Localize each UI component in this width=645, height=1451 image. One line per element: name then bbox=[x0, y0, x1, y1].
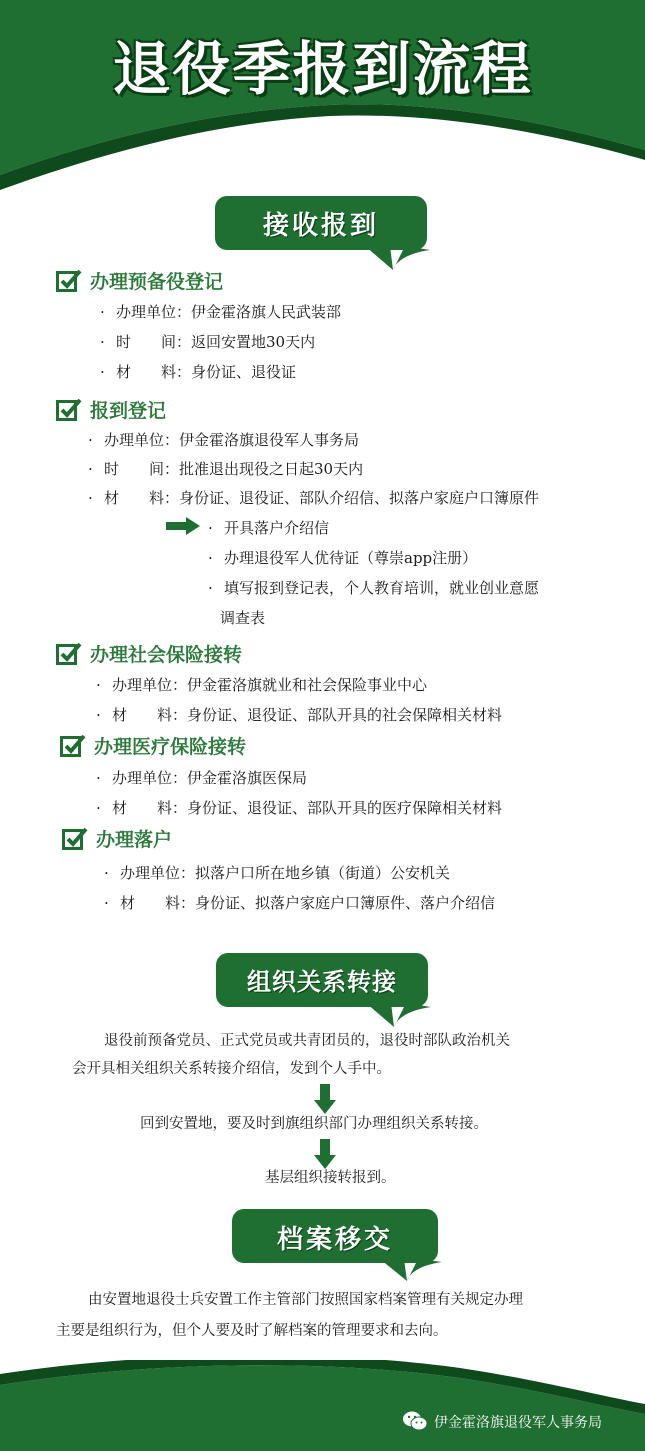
list-item: · 办理单位：伊金霍洛旗人民武装部 bbox=[100, 303, 342, 321]
sub-list-item: · 填写报到登记表，个人教育培训，就业创业意愿 bbox=[208, 579, 540, 597]
list-item: · 办理单位：伊金霍洛旗医保局 bbox=[96, 769, 308, 787]
heading-text: 办理预备役登记 bbox=[90, 271, 224, 293]
footer-account-name: 伊金霍洛旗退役军人事务局 bbox=[434, 1415, 602, 1431]
archive-paragraph-line-2: 主要是组织行为，但个人要及时了解档案的管理要求和去向。 bbox=[56, 1323, 448, 1339]
sub-list-item: · 开具落户介绍信 bbox=[208, 519, 330, 537]
checkbox-checked-icon bbox=[56, 642, 82, 666]
banner-archive-label: 档案移交 bbox=[276, 1225, 393, 1255]
list-item: · 材 料：身份证、退役证、部队开具的医疗保障相关材料 bbox=[96, 799, 503, 817]
checkbox-checked-icon bbox=[56, 398, 82, 422]
org-paragraph-line-2: 会开具相关组织关系转接介绍信，发到个人手中。 bbox=[72, 1061, 391, 1077]
checklist-heading-reserve-registration bbox=[56, 267, 223, 294]
heading-text: 办理落户 bbox=[96, 829, 173, 851]
list-item: · 材 料：身份证、退役证、部队介绍信、拟落户家庭户口簿原件 bbox=[88, 489, 540, 507]
page-subtitle: （一站式服务） bbox=[245, 128, 400, 152]
checkbox-checked-icon bbox=[56, 269, 82, 293]
checklist-heading-medical-insurance bbox=[60, 732, 246, 759]
org-step-3: 基层组织接转报到。 bbox=[265, 1170, 396, 1186]
checkbox-checked-icon bbox=[60, 734, 86, 758]
checklist-heading-report-registration bbox=[56, 396, 166, 423]
org-paragraph-line-1: 退役前预备党员、正式党员或共青团员的，退役时部队政治机关 bbox=[104, 1033, 510, 1049]
heading-text: 办理社会保险接转 bbox=[90, 644, 243, 666]
footer-background bbox=[0, 1360, 645, 1451]
list-item: · 材 料：身份证、拟落户家庭户口簿原件、落户介绍信 bbox=[104, 894, 496, 912]
list-item: · 办理单位：拟落户口所在地乡镇（街道）公安机关 bbox=[104, 864, 451, 882]
sub-list-item: · 办理退役军人优待证（尊崇app注册） bbox=[208, 549, 478, 567]
checkbox-checked-icon bbox=[62, 827, 88, 851]
heading-text: 报到登记 bbox=[90, 400, 167, 422]
heading-text: 办理医疗保险接转 bbox=[94, 736, 247, 758]
arrow-right-icon bbox=[166, 517, 200, 535]
checklist-heading-household-registration bbox=[62, 825, 172, 852]
list-item: · 材 料：身份证、退役证、部队开具的社会保障相关材料 bbox=[96, 706, 503, 724]
archive-paragraph-line-1: 由安置地退役士兵安置工作主管部门按照国家档案管理有关规定办理 bbox=[88, 1292, 523, 1308]
list-item: · 办理单位：伊金霍洛旗退役军人事务局 bbox=[88, 431, 360, 449]
banner-org-label: 组织关系转接 bbox=[247, 968, 397, 996]
banner-receive-label: 接收报到 bbox=[262, 211, 379, 241]
list-item: · 办理单位：伊金霍洛旗就业和社会保险事业中心 bbox=[96, 676, 428, 694]
list-item: · 时 间：批准退出现役之日起30天内 bbox=[88, 460, 364, 478]
sub-list-item-continuation: 调查表 bbox=[220, 609, 266, 627]
org-step-2: 回到安置地，要及时到旗组织部门办理组织关系转接。 bbox=[140, 1116, 488, 1132]
checklist-heading-social-insurance bbox=[56, 640, 242, 667]
page-title: 退役季报到流程 bbox=[112, 35, 533, 103]
list-item: · 材 料：身份证、退役证 bbox=[100, 363, 297, 381]
list-item: · 时 间：返回安置地30天内 bbox=[100, 333, 316, 351]
wechat-icon bbox=[402, 1410, 428, 1432]
